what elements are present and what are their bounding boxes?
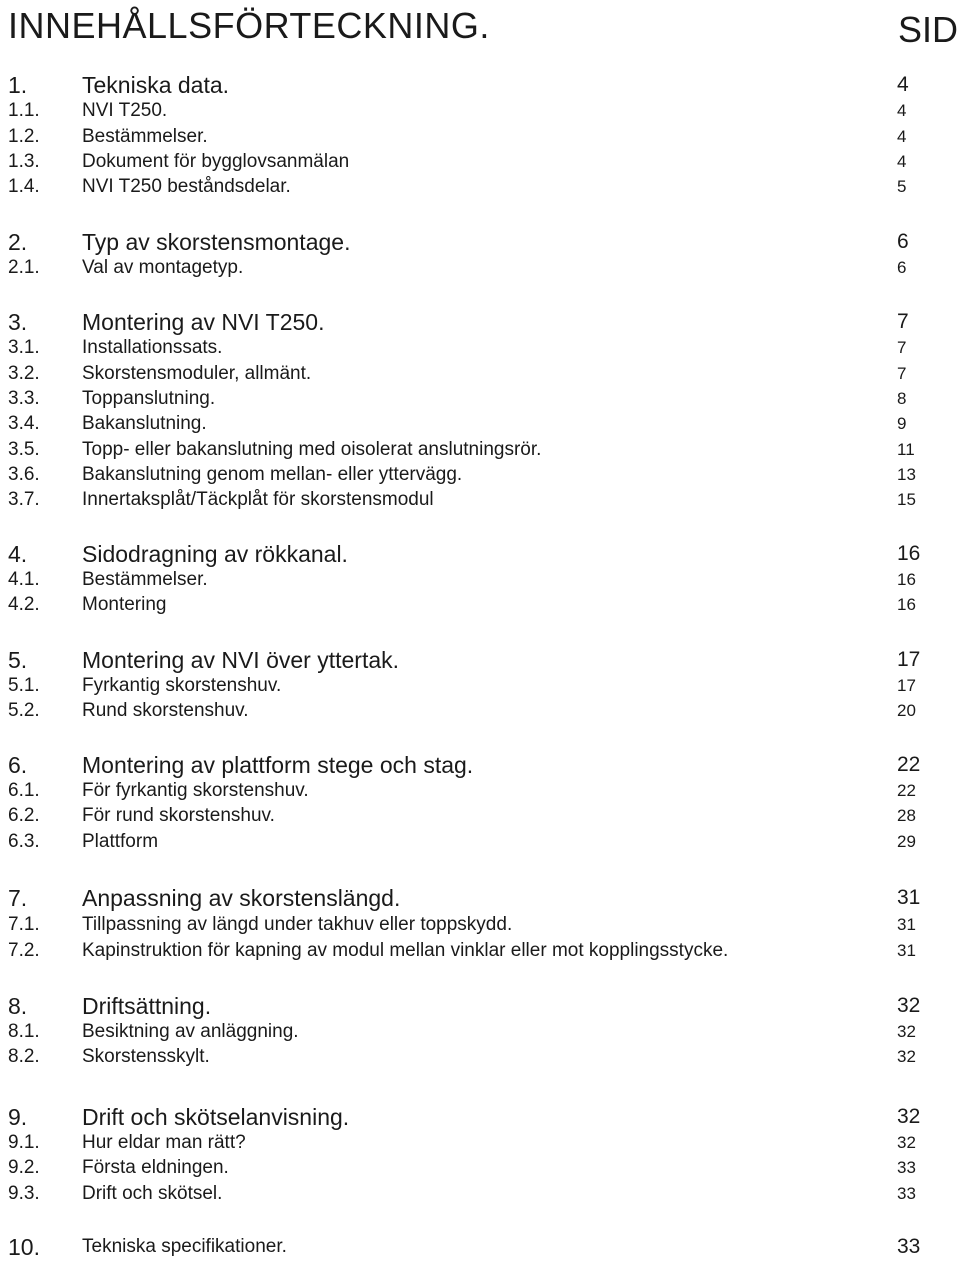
subsection-title: Topp- eller bakanslutning med oisolerat anslutningsrör. [82,439,542,460]
section-title: Tekniska specifikationer. [82,1236,287,1257]
page-number: 31 [897,886,921,909]
section-title: Anpassning av skorstenslängd. [82,885,401,911]
subsection-number: 7.2. [8,940,40,961]
section-title: Typ av skorstensmontage. [82,229,351,255]
page-number: 22 [897,753,921,776]
page-number: 4 [897,73,909,96]
page-number: 32 [897,994,921,1017]
section-title: Montering av NVI över yttertak. [82,647,400,673]
page-number: 7 [897,310,909,333]
subpage-number: 4 [897,127,907,146]
subpage-number: 6 [897,258,907,277]
subsection-number: 4.2. [8,594,40,615]
subsection-title: Innertaksplåt/Täckplåt för skorstensmodul [82,489,434,510]
subsection-title: Besiktning av anläggning. [82,1021,299,1042]
subsection-title: Bestämmelser. [82,126,208,147]
subsection-title: Dokument för bygglovsanmälan [82,151,350,172]
page-number: 6 [897,230,909,253]
toc-subsection-row [0,1019,960,1045]
section-number: 1. [8,72,28,98]
subsection-number: 9.2. [8,1157,40,1178]
subsection-title: Montering [82,594,167,615]
toc-subsection-row [0,778,960,804]
toc-subsection-row [0,335,960,361]
page-number: 32 [897,1105,921,1128]
subsection-title: För fyrkantig skorstenshuv. [82,780,309,801]
section-number: 10. [8,1234,40,1260]
subsection-number: 9.3. [8,1183,40,1204]
subpage-number: 11 [897,440,915,459]
subsection-title: Skorstensskylt. [82,1046,210,1067]
subpage-number: 15 [897,490,916,509]
subsection-title: Bakanslutning genom mellan- eller yttervägg. [82,464,463,485]
toc-subsection-row [0,149,960,175]
section-number: 7. [8,885,28,911]
toc-subsection-row [0,124,960,150]
subpage-number: 16 [897,595,916,614]
subsection-title: Installationssats. [82,337,223,358]
toc-subsection-row [0,462,960,488]
subsection-number: 1.4. [8,176,40,197]
subpage-number: 16 [897,570,916,589]
toc-subsection-row [0,673,960,699]
subpage-number: 4 [897,101,907,120]
toc-section-row [0,1234,960,1260]
toc-subsection-row [0,437,960,463]
subsection-title: Tillpassning av längd under takhuv eller toppskydd. [82,914,513,935]
subsection-title: Plattform [82,831,159,852]
subsection-number: 6.3. [8,831,40,852]
subsection-title: Fyrkantig skorstenshuv. [82,675,282,696]
subsection-title: Skorstensmoduler, allmänt. [82,363,312,384]
subpage-number: 20 [897,701,916,720]
toc-subsection-row [0,567,960,593]
toc-subsection-row [0,98,960,124]
subsection-title: Drift och skötsel. [82,1183,223,1204]
toc-subsection-row [0,1130,960,1156]
toc-subsection-row [0,912,960,938]
subsection-number: 3.6. [8,464,40,485]
toc-subsection-row [0,1044,960,1070]
subpage-number: 9 [897,414,907,433]
section-title: Tekniska data. [82,72,230,98]
subpage-number: 33 [897,1184,916,1203]
toc-subsection-row [0,829,960,855]
subpage-number: 31 [897,941,916,960]
toc-section-row [0,309,960,335]
toc-section-row [0,993,960,1019]
toc-subsection-row [0,1181,960,1207]
subpage-number: 13 [897,465,916,484]
subsection-number: 1.2. [8,126,40,147]
subsection-number: 3.7. [8,489,40,510]
section-number: 8. [8,993,28,1019]
section-number: 6. [8,752,28,778]
toc-subsection-row [0,487,960,513]
toc-subsection-row [0,411,960,437]
subpage-number: 29 [897,832,916,851]
section-title: Sidodragning av rökkanal. [82,541,348,567]
section-number: 3. [8,309,28,335]
toc-section-row [0,752,960,778]
subpage-number: 8 [897,389,907,408]
subsection-title: NVI T250. [82,100,168,121]
toc-section-row [0,1104,960,1130]
toc-section-row [0,541,960,567]
toc-subsection-row [0,1155,960,1181]
subsection-number: 6.2. [8,805,40,826]
section-title: Montering av plattform stege och stag. [82,752,474,778]
toc-section-row [0,885,960,911]
toc-subsection-row [0,938,960,964]
section-title: Driftsättning. [82,993,212,1019]
subsection-title: Val av montagetyp. [82,257,244,278]
subsection-title: För rund skorstenshuv. [82,805,275,826]
subsection-number: 7.1. [8,914,40,935]
toc-subsection-row [0,698,960,724]
toc-section-row [0,647,960,673]
toc-subsection-row [0,592,960,618]
toc-subsection-row [0,255,960,281]
subpage-number: 5 [897,177,907,196]
subpage-number: 32 [897,1047,916,1066]
subpage-number: 22 [897,781,916,800]
section-number: 9. [8,1104,28,1130]
subsection-title: Bakanslutning. [82,413,207,434]
page-number: 16 [897,542,921,565]
page-number: 33 [897,1235,921,1258]
page-title: INNEHÅLLSFÖRTECKNING. [8,5,490,46]
subsection-number: 5.2. [8,700,40,721]
subsection-number: 3.4. [8,413,40,434]
subpage-number: 33 [897,1158,916,1177]
page-column-label: SID [897,9,958,50]
page-number: 17 [897,648,921,671]
section-number: 5. [8,647,28,673]
toc-section-row [0,72,960,98]
subsection-number: 3.1. [8,337,40,358]
subpage-number: 7 [897,338,907,357]
subpage-number: 7 [897,364,907,383]
section-title: Drift och skötselanvisning. [82,1104,350,1130]
subsection-number: 4.1. [8,569,40,590]
subpage-number: 32 [897,1133,916,1152]
subsection-title: Kapinstruktion för kapning av modul mellan vinklar eller mot kopplingsstycke. [82,940,729,961]
subsection-number: 3.2. [8,363,40,384]
subsection-title: Bestämmelser. [82,569,208,590]
subsection-number: 2.1. [8,257,40,278]
subsection-title: Rund skorstenshuv. [82,700,249,721]
section-title: Montering av NVI T250. [82,309,325,335]
subsection-number: 5.1. [8,675,40,696]
subsection-number: 3.5. [8,439,40,460]
subsection-number: 8.2. [8,1046,40,1067]
toc-subsection-row [0,386,960,412]
subsection-title: Hur eldar man rätt? [82,1132,246,1153]
subsection-number: 3.3. [8,388,40,409]
subsection-number: 6.1. [8,780,40,801]
subsection-number: 9.1. [8,1132,40,1153]
subsection-title: Första eldningen. [82,1157,229,1178]
subpage-number: 31 [897,915,916,934]
section-number: 4. [8,541,28,567]
toc-subsection-row [0,361,960,387]
subpage-number: 4 [897,152,907,171]
subpage-number: 32 [897,1022,916,1041]
subsection-title: NVI T250 beståndsdelar. [82,176,291,197]
toc-subsection-row [0,174,960,200]
toc-subsection-row [0,803,960,829]
subsection-number: 1.1. [8,100,40,121]
subpage-number: 17 [897,676,916,695]
subsection-title: Toppanslutning. [82,388,216,409]
subpage-number: 28 [897,806,916,825]
subsection-number: 8.1. [8,1021,40,1042]
section-number: 2. [8,229,28,255]
subsection-number: 1.3. [8,151,40,172]
toc-section-row [0,229,960,255]
